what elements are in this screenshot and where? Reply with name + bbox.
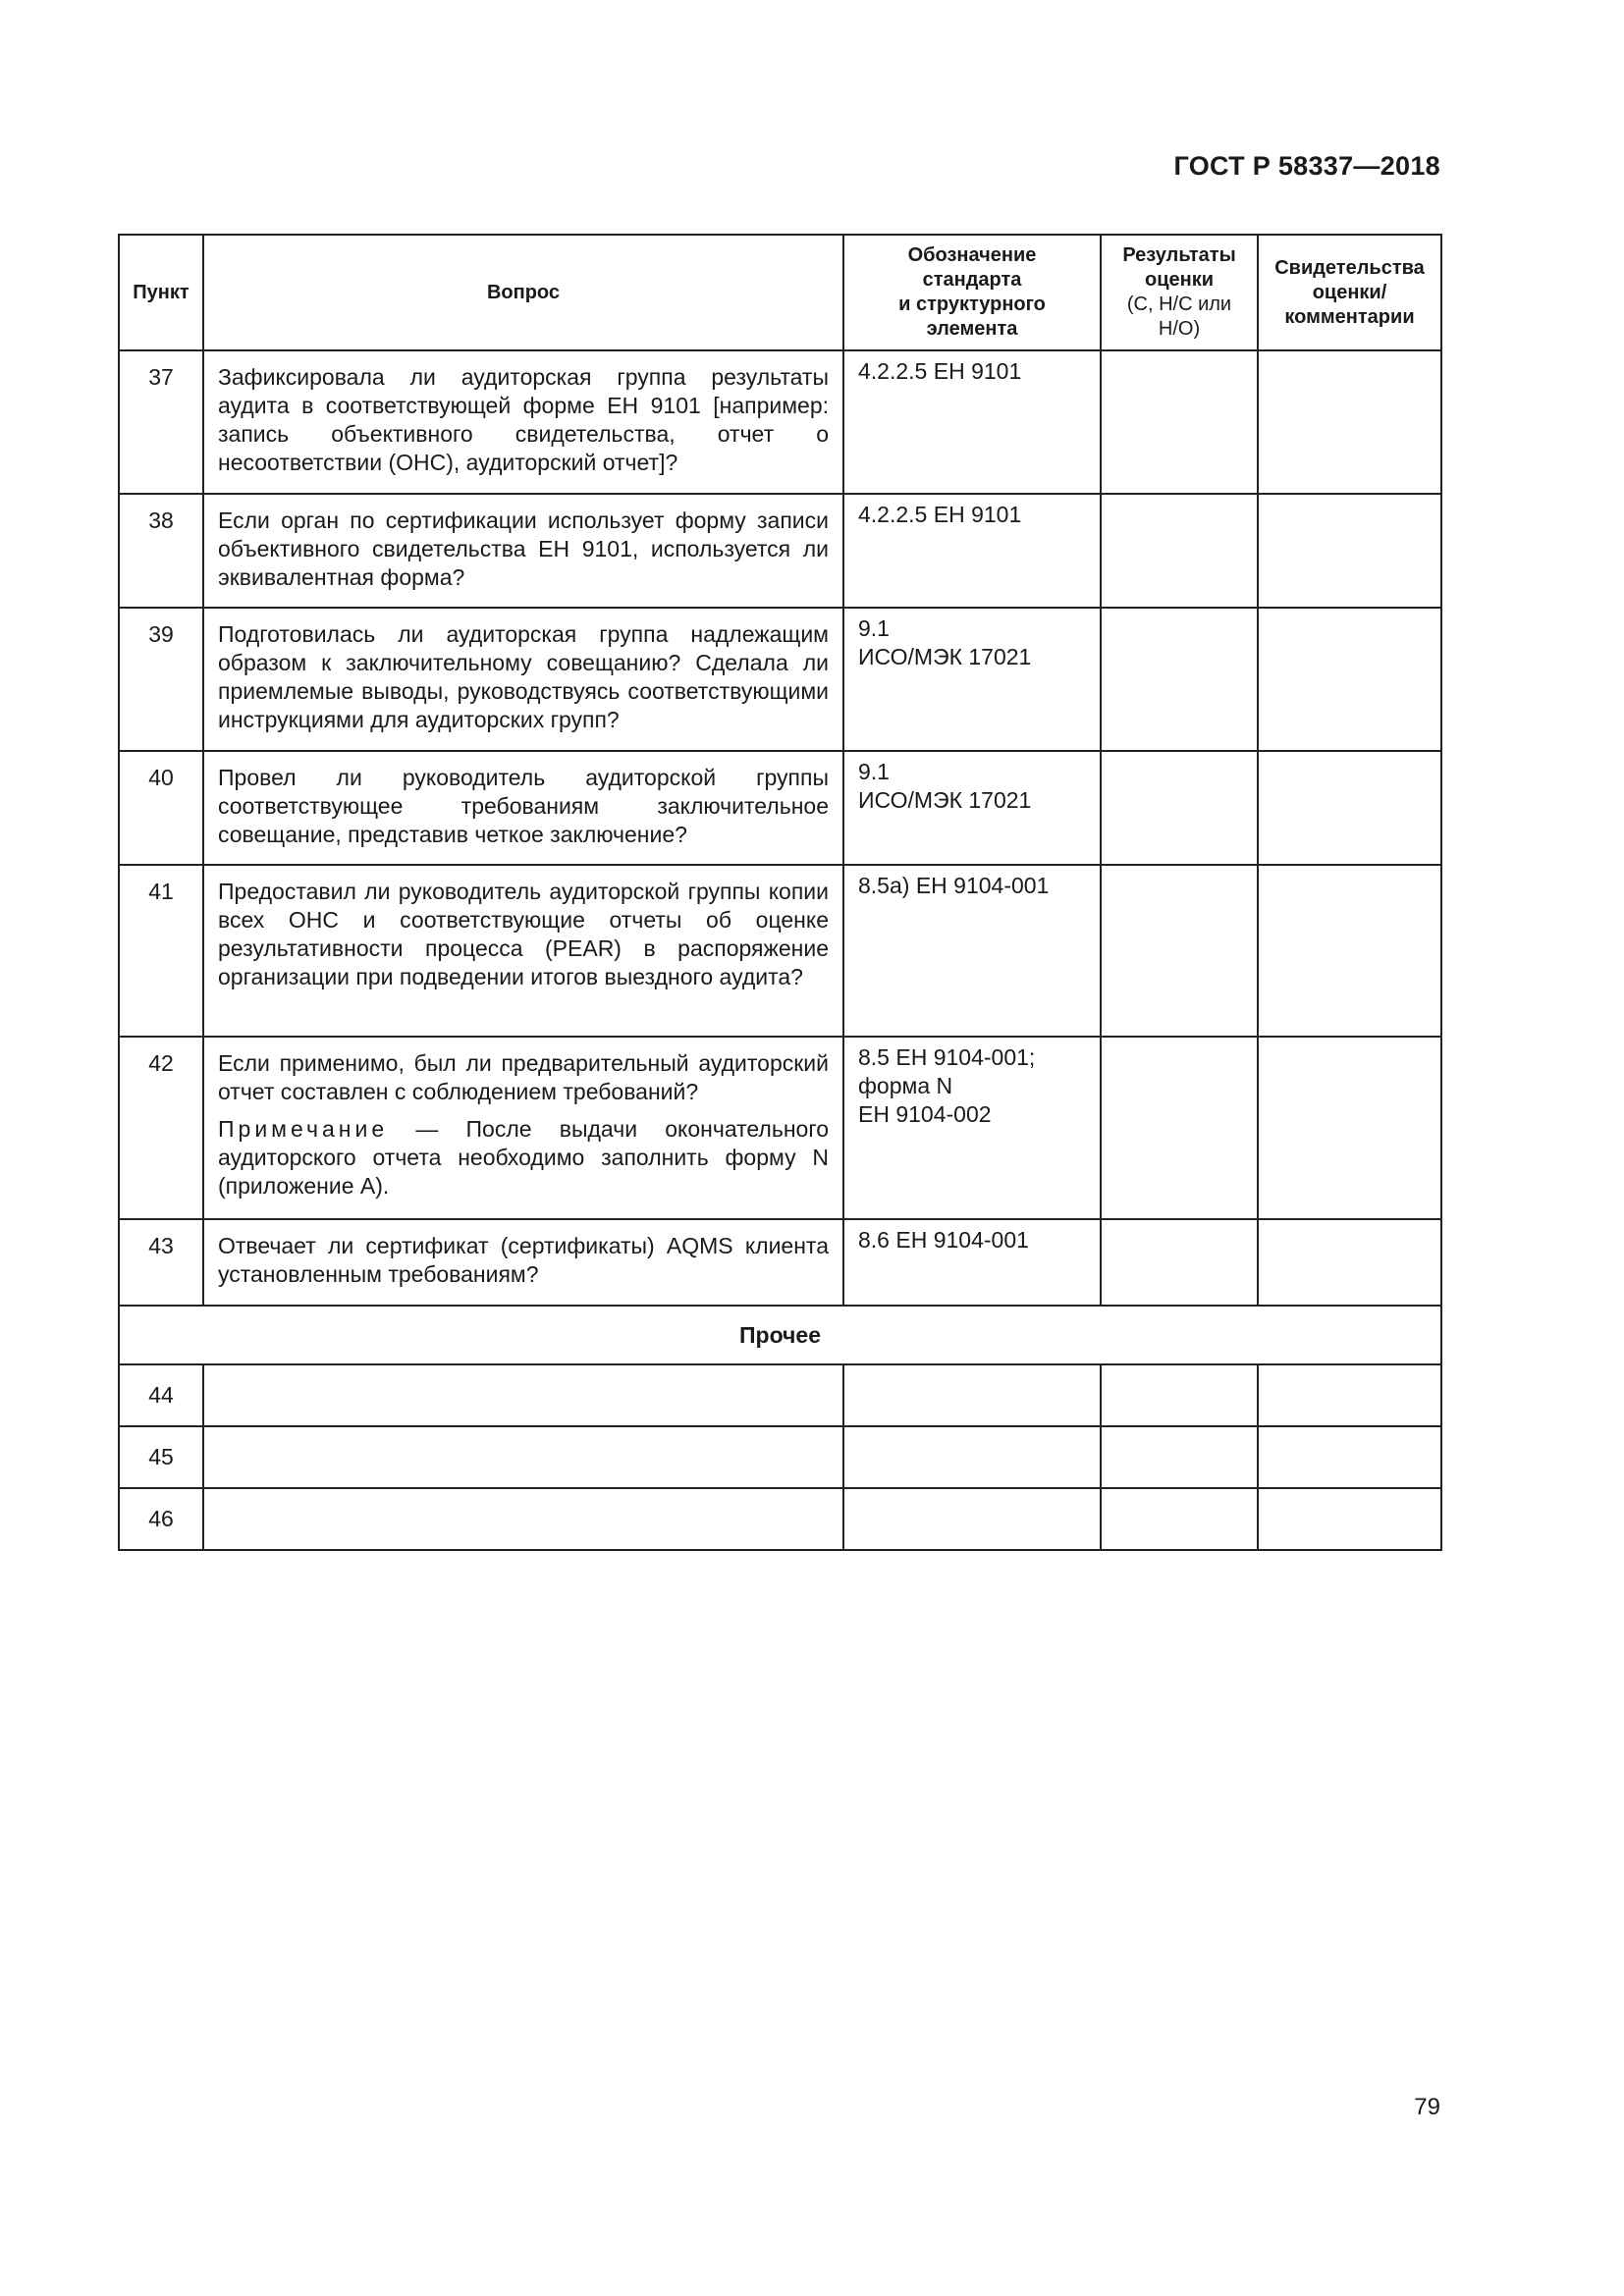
evidence-cell — [1258, 350, 1441, 494]
standard-reference: 4.2.2.5 ЕН 9101 — [843, 350, 1101, 494]
standard-reference — [843, 1426, 1101, 1488]
table-header-row — [119, 235, 1441, 350]
question-text: Если применимо, был ли предварительный аудиторский отчет составлен с соблюдением требований? — [218, 1050, 829, 1104]
item-number: 45 — [119, 1426, 203, 1488]
standard-reference: 9.1 ИСО/МЭК 17021 — [843, 608, 1101, 751]
question-text: Провел ли руководитель аудиторской группы соответствующее требованиям заключительное совещание, представив четкое заключение? — [203, 751, 843, 865]
evidence-cell — [1258, 1364, 1441, 1426]
item-number: 44 — [119, 1364, 203, 1426]
question-text: Предоставил ли руководитель аудиторской группы копии всех ОНС и соответствующие отчеты об оценке результативности процесса (PEAR) в распоряжение организации при подведении итогов выездного аудита? — [203, 865, 843, 1037]
item-number: 39 — [119, 608, 203, 751]
question-text: Если орган по сертификации использует форму записи объективного свидетельства ЕН 9101, используется ли эквивалентная форма? — [203, 494, 843, 608]
question-text: Подготовилась ли аудиторская группа надлежащим образом к заключительному совещанию? Сделала ли приемлемые выводы, руководствуясь соответствующими инструкциями для аудиторских групп? — [203, 608, 843, 751]
item-number: 42 — [119, 1037, 203, 1219]
table-row — [119, 494, 1441, 608]
table-row — [119, 608, 1441, 751]
item-number: 41 — [119, 865, 203, 1037]
evidence-cell — [1258, 608, 1441, 751]
item-number: 43 — [119, 1219, 203, 1306]
question-cell — [203, 1364, 843, 1426]
results-cell — [1101, 865, 1258, 1037]
question-text: Отвечает ли сертификат (сертификаты) AQMS клиента установленным требованиям? — [203, 1219, 843, 1306]
results-cell — [1101, 350, 1258, 494]
note-label: Примечание — [218, 1116, 389, 1142]
column-header-item: Пункт — [119, 235, 203, 350]
audit-checklist-table — [118, 234, 1442, 1551]
question-text: Зафиксировала ли аудиторская группа результаты аудита в соответствующей форме ЕН 9101 [например: запись объективного свидетельства, отчет о несоответствии (ОНС), аудиторский отчет]? — [203, 350, 843, 494]
table-row — [119, 1219, 1441, 1306]
table-row — [119, 350, 1441, 494]
standard-reference — [843, 1488, 1101, 1550]
page-number: 79 — [1414, 2094, 1440, 2120]
column-header-evidence: Свидетельства оценки/ комментарии — [1258, 235, 1441, 350]
results-cell — [1101, 751, 1258, 865]
evidence-cell — [1258, 494, 1441, 608]
question-cell — [203, 1488, 843, 1550]
standard-reference: 8.6 ЕН 9104-001 — [843, 1219, 1101, 1306]
standard-reference: 8.5 ЕН 9104-001; форма N ЕН 9104-002 — [843, 1037, 1101, 1219]
evidence-cell — [1258, 751, 1441, 865]
item-number: 40 — [119, 751, 203, 865]
evidence-cell — [1258, 865, 1441, 1037]
results-cell — [1101, 608, 1258, 751]
item-number: 37 — [119, 350, 203, 494]
question-cell — [203, 1037, 843, 1219]
results-cell — [1101, 1488, 1258, 1550]
standard-reference — [843, 1364, 1101, 1426]
item-number: 38 — [119, 494, 203, 608]
results-cell — [1101, 1426, 1258, 1488]
results-cell — [1101, 1219, 1258, 1306]
section-title: Прочее — [119, 1306, 1441, 1364]
table-row — [119, 1488, 1441, 1550]
evidence-cell — [1258, 1426, 1441, 1488]
section-row — [119, 1306, 1441, 1364]
item-number: 46 — [119, 1488, 203, 1550]
table-row — [119, 751, 1441, 865]
evidence-cell — [1258, 1037, 1441, 1219]
column-header-standard: Обозначение стандарта и структурного элемента — [843, 235, 1101, 350]
results-cell — [1101, 1364, 1258, 1426]
table-row — [119, 1364, 1441, 1426]
document-code: ГОСТ Р 58337—2018 — [1173, 151, 1440, 181]
standard-reference: 8.5а) ЕН 9104-001 — [843, 865, 1101, 1037]
table-row — [119, 1037, 1441, 1219]
note-text: Примечание — После выдачи окончательного аудиторского отчета необходимо заполнить форму N (приложение А). — [218, 1116, 829, 1199]
results-cell — [1101, 494, 1258, 608]
results-cell — [1101, 1037, 1258, 1219]
table-row — [119, 865, 1441, 1037]
evidence-cell — [1258, 1219, 1441, 1306]
standard-reference: 9.1 ИСО/МЭК 17021 — [843, 751, 1101, 865]
question-cell — [203, 1426, 843, 1488]
evidence-cell — [1258, 1488, 1441, 1550]
table-row — [119, 1426, 1441, 1488]
standard-reference: 4.2.2.5 ЕН 9101 — [843, 494, 1101, 608]
column-header-question: Вопрос — [203, 235, 843, 350]
column-header-results: Результаты оценки (С, Н/С или Н/О) — [1101, 235, 1258, 350]
